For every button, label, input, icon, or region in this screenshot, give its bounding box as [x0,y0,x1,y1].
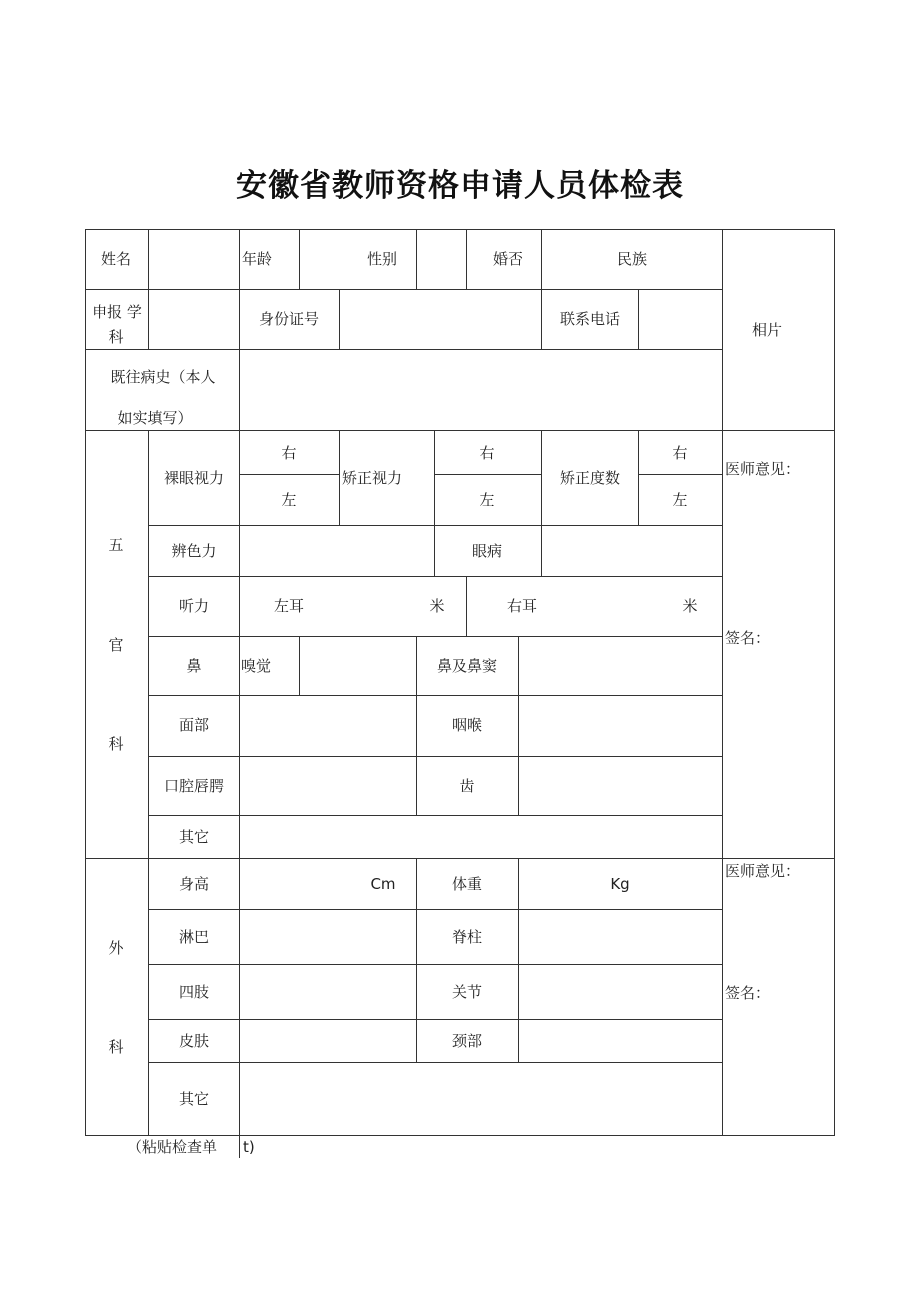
label-weight-unit: Kg [610,875,630,893]
label-joints: 关节 [451,983,483,1001]
label-subject-line2: 科 [108,328,124,346]
label-hearing: 听力 [178,597,210,615]
label-throat: 咽喉 [451,716,483,734]
label-teeth: 齿 [459,777,475,795]
label-height-unit: Cm [370,875,396,893]
label-right-ear: 右耳 [506,597,538,615]
label-left-ear-unit: 米 [429,597,445,615]
label-eye-disease: 眼病 [471,542,503,560]
label-nose: 鼻 [186,657,202,675]
label-ethnicity: 民族 [616,250,648,268]
footer-paste-note: （粘贴检查单 [127,1138,218,1156]
label-history-line1: 既往病史（本人 [110,368,216,386]
label-neck: 颈部 [451,1032,483,1050]
section-facial-char-1: 五 [108,536,124,554]
label-weight: 体重 [451,875,483,893]
label-corrected-right: 右 [479,444,495,462]
label-limbs: 四肢 [178,983,210,1001]
label-surgery-other: 其它 [178,1090,210,1108]
label-left-ear: 左耳 [273,597,305,615]
label-height: 身高 [178,875,210,893]
label-history-line2: 如实填写） [117,409,193,427]
photo-placeholder: 相片 [751,321,783,339]
label-spine: 脊柱 [451,928,483,946]
label-smell: 嗅觉 [241,657,272,675]
label-gender: 性别 [366,250,398,268]
surgery-doctor-opinion: 医师意见： [725,862,801,880]
label-degree-right: 右 [672,444,688,462]
section-surgery-char-2: 科 [108,1038,124,1056]
label-lymph: 淋巴 [178,928,210,946]
facial-doctor-opinion: 医师意见： [725,460,801,478]
label-phone: 联系电话 [559,310,621,328]
label-corrected-vision: 矫正视力 [342,469,403,487]
label-face: 面部 [178,716,210,734]
page-title: 安徽省教师资格申请人员体检表 [236,168,684,204]
label-corrected-left: 左 [479,491,495,509]
label-naked-right: 右 [281,444,297,462]
label-naked-vision: 裸眼视力 [163,469,225,487]
label-correction-degree: 矫正度数 [559,469,621,487]
label-marital-status: 婚否 [492,250,524,268]
label-naked-left: 左 [281,491,297,509]
label-name: 姓名 [100,250,132,268]
facial-signature: 签名： [725,629,771,647]
label-facial-other: 其它 [178,828,210,846]
label-subject-line1: 申报 学 [92,303,142,321]
surgery-signature: 签名： [725,984,771,1002]
label-right-ear-unit: 米 [682,597,698,615]
label-id-number: 身份证号 [258,310,320,328]
label-color-vision: 辨色力 [171,542,217,560]
section-facial-char-2: 官 [108,636,124,654]
section-facial-char-3: 科 [108,735,124,753]
label-oral: 口腔唇腭 [163,777,225,795]
label-degree-left: 左 [672,491,688,509]
label-skin: 皮肤 [178,1032,210,1050]
label-nose-sinus: 鼻及鼻窦 [436,657,498,675]
section-surgery-char-1: 外 [108,939,124,957]
label-age: 年龄 [242,250,273,268]
footer-tail: t) [243,1138,255,1156]
